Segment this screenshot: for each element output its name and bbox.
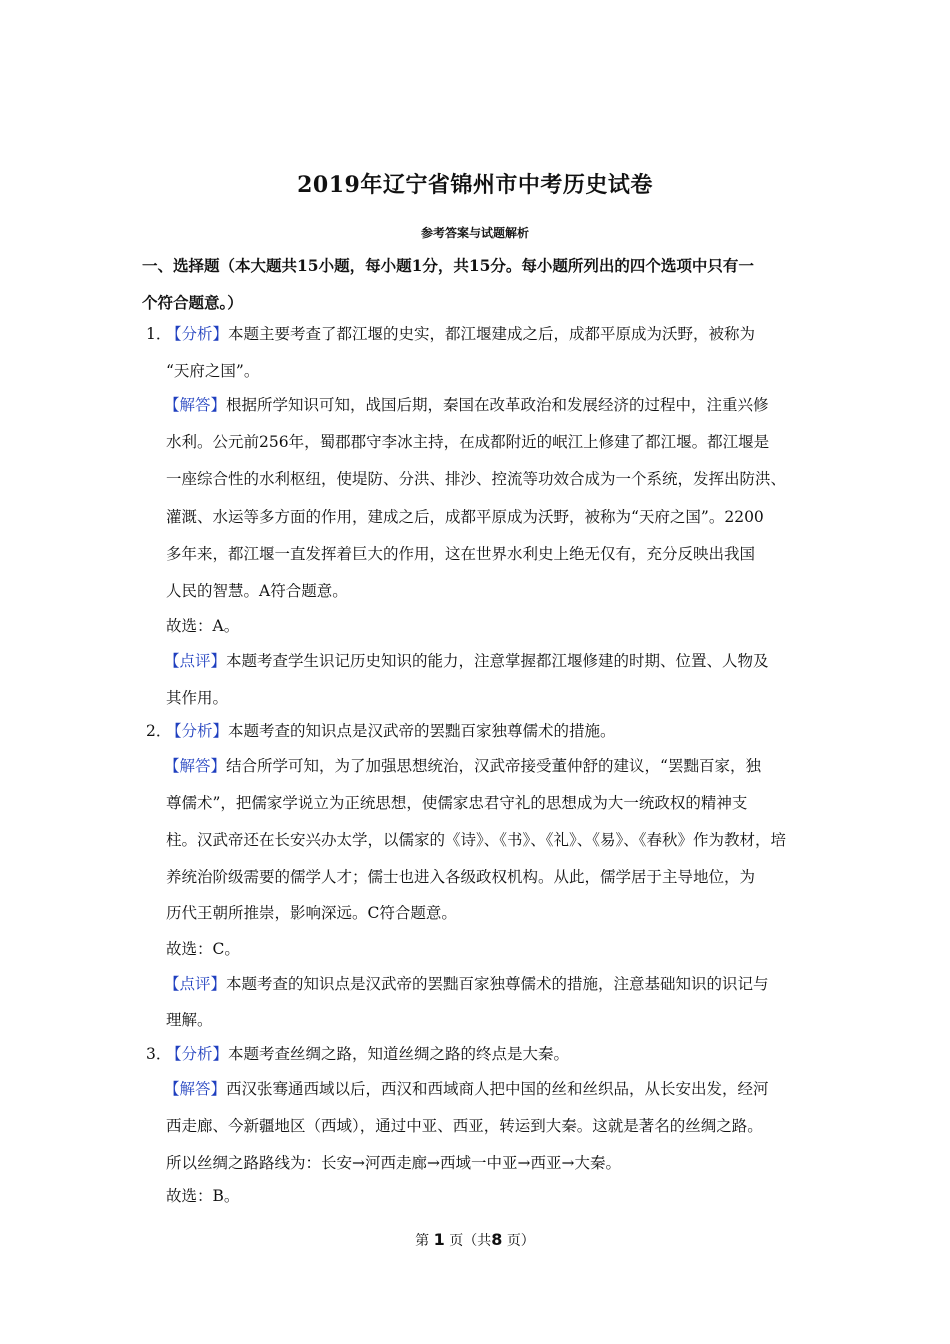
- q3-choice: 故选：B。: [166, 1187, 240, 1205]
- q1-comment-line-1: [164, 650, 769, 672]
- current-page-number: 1: [433, 1230, 445, 1249]
- answer-tag: 【解答】: [164, 396, 227, 414]
- question-number-3: 3．: [146, 1045, 172, 1063]
- q2-choice: 故选：C。: [166, 940, 240, 958]
- q3-answer-line-1: [164, 1078, 769, 1100]
- footer-suffix: 页）: [506, 1233, 535, 1249]
- section-heading-line-2: 个符合题意。）: [142, 293, 243, 312]
- q2-answer-line-2: 尊儒术”，把儒家学说立为正统思想，使儒家忠君守礼的思想成为大一统政权的精神支: [166, 794, 748, 812]
- answer-tag: 【解答】: [164, 1080, 227, 1098]
- q2-analysis-text: 本题考查的知识点是汉武帝的罢黜百家独尊儒术的措施。: [228, 722, 616, 740]
- q1-answer-line-3: 一座综合性的水利枢纽，使堤防、分洪、排沙、控流等功效合成为一个系统，发挥出防洪、: [166, 470, 787, 488]
- q1-answer-line-2: 水利。公元前256年，蜀郡郡守李冰主持，在成都附近的岷江上修建了都江堰。都江堰是: [166, 433, 770, 451]
- q1-answer-line-1: [164, 394, 769, 416]
- q1-analysis-text: 本题主要考查了都江堰的史实，都江堰建成之后，成都平原成为沃野，被称为: [228, 325, 756, 343]
- q2-answer-line-1: [164, 755, 761, 777]
- question-number-2: 2．: [146, 722, 172, 740]
- total-page-count: 8: [491, 1230, 503, 1249]
- q3-analysis-line-1: [166, 1043, 569, 1065]
- q1-analysis-line-2: “天府之国”。: [166, 362, 260, 380]
- q2-comment-line-1: [164, 973, 769, 995]
- q2-answer-line-5: 历代王朝所推崇，影响深远。C符合题意。: [166, 904, 457, 922]
- footer-middle: 页（共: [449, 1233, 492, 1249]
- answer-tag: 【解答】: [164, 757, 227, 775]
- analysis-tag: 【分析】: [166, 325, 229, 343]
- q3-analysis-text: 本题考查丝绸之路，知道丝绸之路的终点是大秦。: [228, 1045, 570, 1063]
- comment-tag: 【点评】: [164, 652, 227, 670]
- q1-answer-line-6: 人民的智慧。A符合题意。: [166, 582, 348, 600]
- q2-answer-text: 结合所学可知，为了加强思想统治，汉武帝接受董仲舒的建议，“罢黜百家，独: [226, 757, 761, 775]
- q1-comment-line-2: 其作用。: [166, 689, 229, 707]
- question-number-1: 1．: [146, 325, 172, 343]
- page-footer: [0, 1230, 950, 1250]
- analysis-tag: 【分析】: [166, 722, 229, 740]
- q1-answer-text: 根据所学知识可知，战国后期，秦国在改革政治和发展经济的过程中，注重兴修: [226, 396, 769, 414]
- section-heading-line-1: 一、选择题（本大题共15小题，每小题1分，共15分。每小题所列出的四个选项中只有一: [142, 256, 754, 275]
- q3-answer-line-3: 所以丝绸之路路线为：长安→河西走廊→西域一中亚→西亚→大秦。: [166, 1154, 621, 1172]
- comment-tag: 【点评】: [164, 975, 227, 993]
- q1-comment-text: 本题考查学生识记历史知识的能力，注意掌握都江堰修建的时期、位置、人物及: [226, 652, 769, 670]
- q1-choice: 故选：A。: [166, 617, 240, 635]
- q1-answer-line-4: 灌溉、水运等多方面的作用，建成之后，成都平原成为沃野，被称为“天府之国”。2200: [166, 508, 764, 526]
- q2-comment-line-2: 理解。: [166, 1011, 213, 1029]
- footer-prefix: 第: [415, 1233, 430, 1249]
- q2-answer-line-3: 柱。汉武帝还在长安兴办太学，以儒家的《诗》、《书》、《礼》、《易》、《春秋》作为教材，培: [166, 831, 787, 849]
- q2-answer-line-4: 养统治阶级需要的儒学人才；儒士也进入各级政权机构。从此，儒学居于主导地位，为: [166, 868, 756, 886]
- page-subtitle: 参考答案与试题解析: [420, 226, 529, 240]
- q1-analysis-line-1: [166, 323, 755, 345]
- q2-analysis-line-1: [166, 720, 616, 742]
- q3-answer-line-2: 西走廊、今新疆地区（西域），通过中亚、西亚，转运到大秦。这就是著名的丝绸之路。: [166, 1117, 763, 1135]
- q1-answer-line-5: 多年来，都江堰一直发挥着巨大的作用，这在世界水利史上绝无仅有，充分反映出我国: [166, 545, 756, 563]
- q2-comment-text: 本题考查的知识点是汉武帝的罢黜百家独尊儒术的措施，注意基础知识的识记与: [226, 975, 769, 993]
- q3-answer-text: 西汉张骞通西域以后，西汉和西域商人把中国的丝和丝织品，从长安出发，经河: [226, 1080, 769, 1098]
- analysis-tag: 【分析】: [166, 1045, 229, 1063]
- page-title: 2019年辽宁省锦州市中考历史试卷: [297, 172, 653, 198]
